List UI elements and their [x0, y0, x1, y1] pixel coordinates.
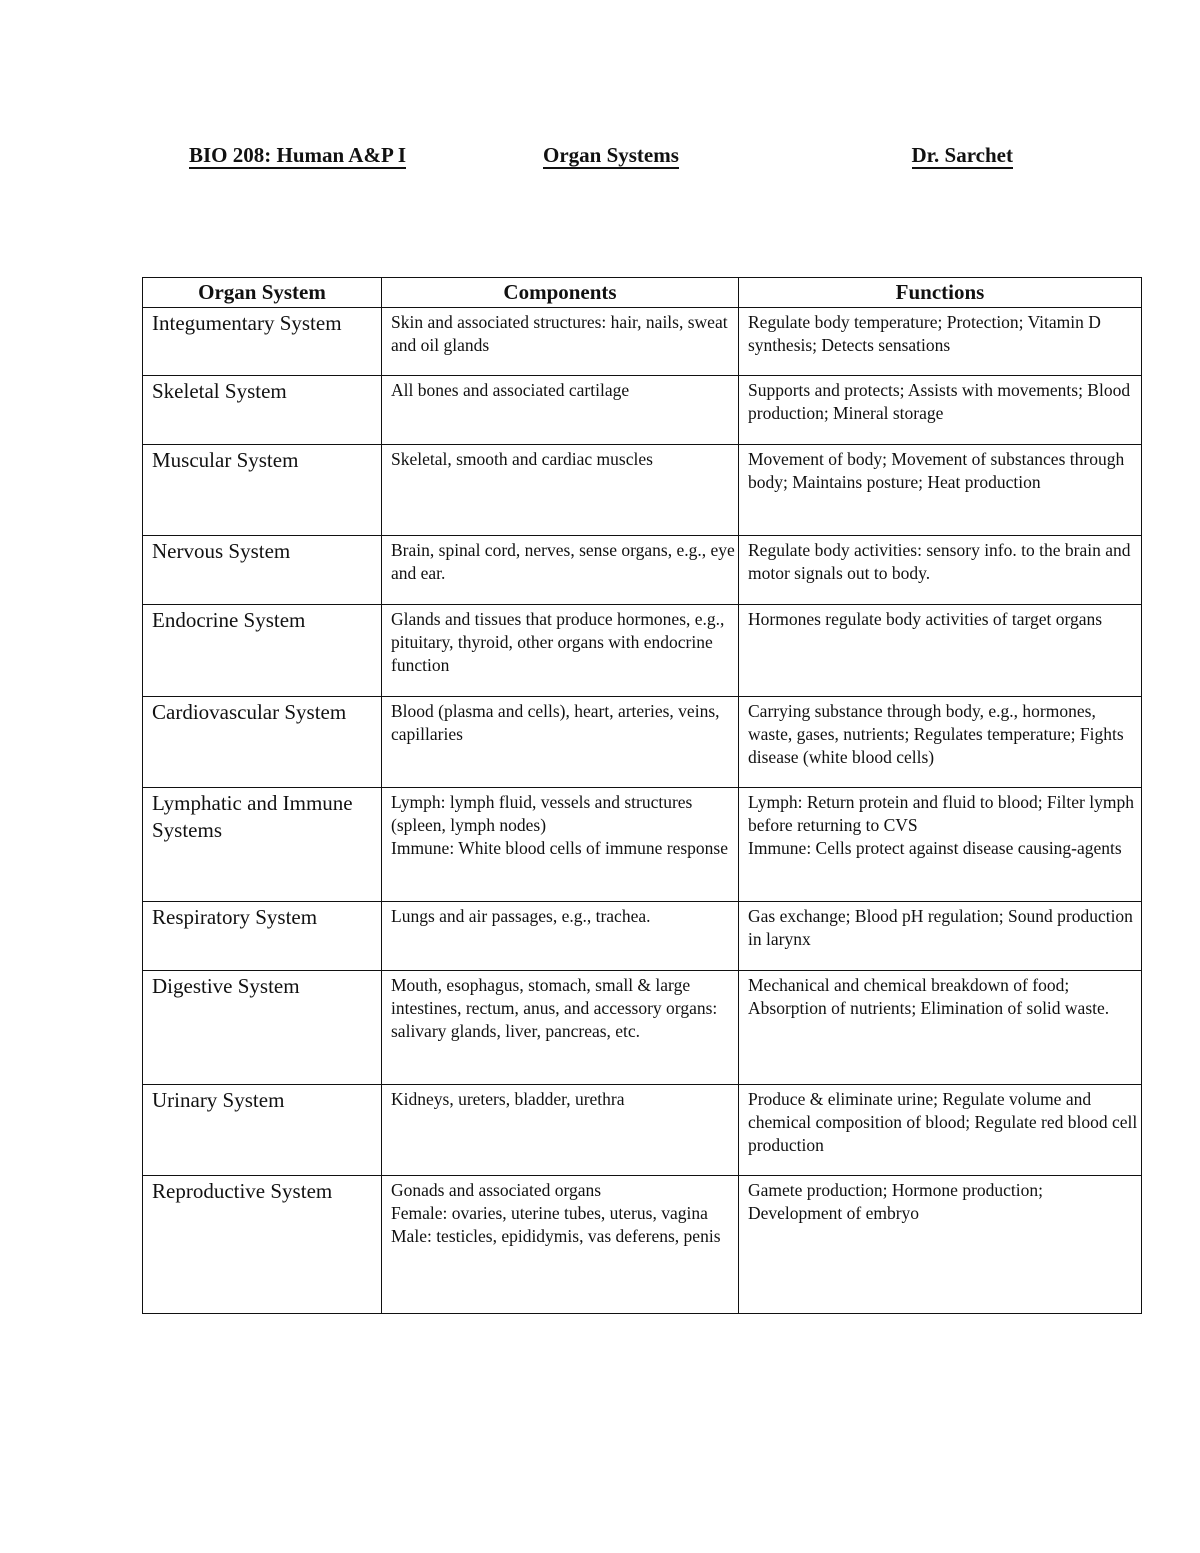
components-cell — [382, 902, 739, 971]
functions-cell — [739, 536, 1142, 605]
components-text: All bones and associated cartilage — [391, 380, 630, 400]
components-text: Male: testicles, epididymis, vas deferens, penis — [391, 1226, 721, 1246]
functions-text: Gas exchange; Blood pH regulation; Sound production in larynx — [748, 906, 1133, 949]
column-header-organ-system: Organ System — [143, 278, 382, 308]
table-row — [143, 605, 1142, 697]
functions-text: Gamete production; Hormone production; Development of embryo — [748, 1180, 1043, 1223]
course-title: BIO 208: Human A&P I — [189, 143, 407, 167]
functions-text: Supports and protects; Assists with movements; Blood production; Mineral storage — [748, 380, 1131, 423]
components-text: Lungs and air passages, e.g., trachea. — [391, 906, 651, 926]
table-row — [143, 971, 1142, 1085]
components-cell — [382, 376, 739, 445]
document-header — [189, 143, 1013, 173]
components-text: Skin and associated structures: hair, nails, sweat and oil glands — [391, 312, 728, 355]
organ-system-cell: Nervous System — [143, 536, 382, 605]
components-cell — [382, 445, 739, 536]
organ-system-cell: Lymphatic and Immune Systems — [143, 788, 382, 902]
functions-text: Hormones regulate body activities of target organs — [748, 609, 1103, 629]
organ-system-cell: Reproductive System — [143, 1176, 382, 1314]
functions-cell — [739, 445, 1142, 536]
components-text: Female: ovaries, uterine tubes, uterus, vagina — [391, 1203, 708, 1223]
table-row — [143, 1085, 1142, 1176]
components-text: Gonads and associated organs — [391, 1180, 602, 1200]
components-cell — [382, 971, 739, 1085]
organ-system-cell: Cardiovascular System — [143, 697, 382, 788]
functions-text: Immune: Cells protect against disease causing-agents — [748, 838, 1122, 858]
functions-cell — [739, 971, 1142, 1085]
components-text: Skeletal, smooth and cardiac muscles — [391, 449, 653, 469]
table-row — [143, 1176, 1142, 1314]
functions-text: Mechanical and chemical breakdown of food; Absorption of nutrients; Elimination of solid waste. — [748, 975, 1110, 1018]
components-text: Blood (plasma and cells), heart, arteries, veins, capillaries — [391, 701, 720, 744]
functions-cell — [739, 1085, 1142, 1176]
functions-cell — [739, 788, 1142, 902]
organ-systems-table — [142, 277, 1142, 1314]
organ-system-cell: Integumentary System — [143, 308, 382, 376]
components-text: Glands and tissues that produce hormones, e.g., pituitary, thyroid, other organs with endocrine function — [391, 609, 725, 675]
functions-cell — [739, 308, 1142, 376]
components-text: Mouth, esophagus, stomach, small & large intestines, rectum, anus, and accessory organs: salivary glands, liver, pancreas, etc. — [391, 975, 718, 1041]
functions-cell — [739, 697, 1142, 788]
table-row — [143, 697, 1142, 788]
components-cell — [382, 788, 739, 902]
components-cell — [382, 1085, 739, 1176]
column-header-functions: Functions — [739, 278, 1142, 308]
table-row — [143, 376, 1142, 445]
table-row — [143, 788, 1142, 902]
functions-text: Carrying substance through body, e.g., hormones, waste, gases, nutrients; Regulates temperature; Fights disease (white blood cells) — [748, 701, 1124, 767]
organ-system-cell: Urinary System — [143, 1085, 382, 1176]
components-cell — [382, 536, 739, 605]
instructor-name: Dr. Sarchet — [911, 143, 1013, 167]
table-row — [143, 536, 1142, 605]
table-row — [143, 445, 1142, 536]
functions-text: Movement of body; Movement of substances through body; Maintains posture; Heat production — [748, 449, 1125, 492]
table-body — [143, 308, 1142, 1314]
organ-system-cell: Muscular System — [143, 445, 382, 536]
organ-system-cell: Digestive System — [143, 971, 382, 1085]
functions-cell — [739, 1176, 1142, 1314]
organ-system-cell: Endocrine System — [143, 605, 382, 697]
components-cell — [382, 697, 739, 788]
topic-title: Organ Systems — [543, 143, 679, 167]
organ-system-cell: Skeletal System — [143, 376, 382, 445]
column-header-components: Components — [382, 278, 739, 308]
components-text: Kidneys, ureters, bladder, urethra — [391, 1089, 625, 1109]
functions-text: Regulate body temperature; Protection; Vitamin D synthesis; Detects sensations — [748, 312, 1101, 355]
functions-cell — [739, 902, 1142, 971]
components-cell — [382, 1176, 739, 1314]
table-row — [143, 902, 1142, 971]
functions-text: Regulate body activities: sensory info. to the brain and motor signals out to body. — [748, 540, 1131, 583]
functions-cell — [739, 376, 1142, 445]
components-text: Lymph: lymph fluid, vessels and structures (spleen, lymph nodes) — [391, 792, 693, 835]
components-cell — [382, 308, 739, 376]
components-text: Immune: White blood cells of immune response — [391, 838, 728, 858]
table-row — [143, 308, 1142, 376]
functions-text: Lymph: Return protein and fluid to blood; Filter lymph before returning to CVS — [748, 792, 1134, 835]
table-header-row — [143, 278, 1142, 308]
components-cell — [382, 605, 739, 697]
functions-text: Produce & eliminate urine; Regulate volume and chemical composition of blood; Regulate red blood cell production — [748, 1089, 1138, 1155]
components-text: Brain, spinal cord, nerves, sense organs, e.g., eye and ear. — [391, 540, 735, 583]
organ-system-cell: Respiratory System — [143, 902, 382, 971]
functions-cell — [739, 605, 1142, 697]
